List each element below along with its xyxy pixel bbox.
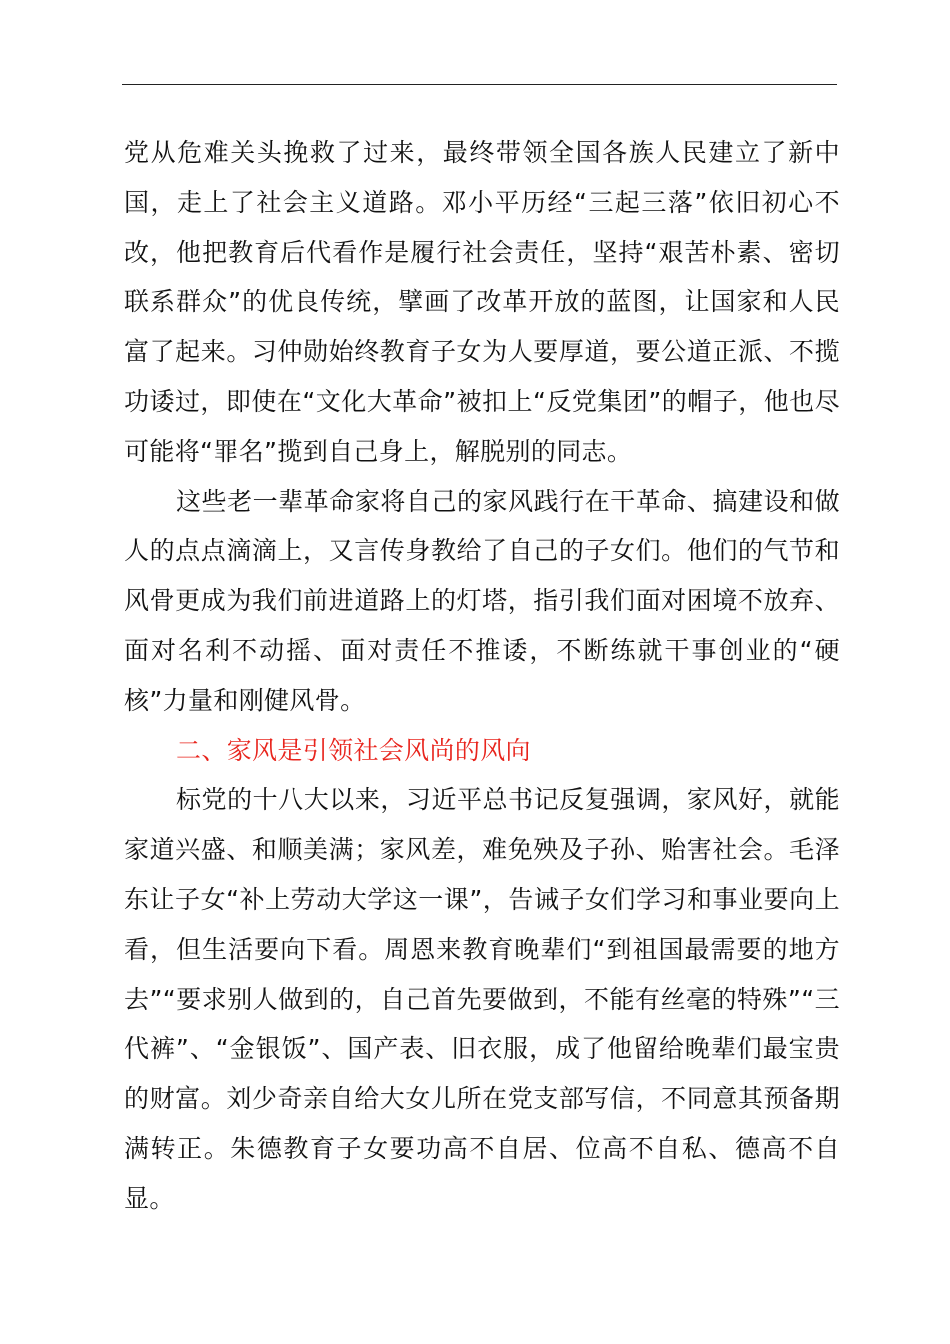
header-rule [122, 84, 837, 85]
document-body [124, 128, 840, 1224]
section-heading: 二、家风是引领社会风尚的风向 [176, 735, 531, 765]
paragraph-family-tradition: 标党的十八大以来，习近平总书记反复强调，家风好，就能家道兴盛、和顺美满；家风差，难免殃及子孙、贻害社会。毛泽东让子女“补上劳动大学这一课”，告诫子女们学习和事业要向上看，但生活要向下看。周恩来教育晚辈们“到祖国最需要的地方去”“要求别人做到的，自己首先要做到，不能有丝毫的特殊”“三代裤”、“金银饭”、国产表、旧衣服，成了他留给晚辈们最宝贵的财富。刘少奇亲自给大女儿所在党支部写信，不同意其预备期满转正。朱德教育子女要功高不自居、位高不自私、德高不自显。 [124, 785, 840, 1213]
paragraph-revolutionaries: 这些老一辈革命家将自己的家风践行在干革命、搞建设和做人的点点滴滴上，又言传身教给了自己的子女们。他们的气节和风骨更成为我们前进道路上的灯塔，指引我们面对困境不放弃、面对名利不动摇、面对责任不推诿，不断练就干事创业的“硬核”力量和刚健风骨。 [124, 486, 840, 715]
paragraph-continuation: 党从危难关头挽救了过来，最终带领全国各族人民建立了新中国，走上了社会主义道路。邓小平历经“三起三落”依旧初心不改，他把教育后代看作是履行社会责任，坚持“艰苦朴素、密切联系群众”的优良传统，擘画了改革开放的蓝图，让国家和人民富了起来。习仲勋始终教育子女为人要厚道，要公道正派、不揽功诿过，即使在“文化大革命”被扣上“反党集团”的帽子，他也尽可能将“罪名”揽到自己身上，解脱别的同志。 [124, 138, 840, 466]
